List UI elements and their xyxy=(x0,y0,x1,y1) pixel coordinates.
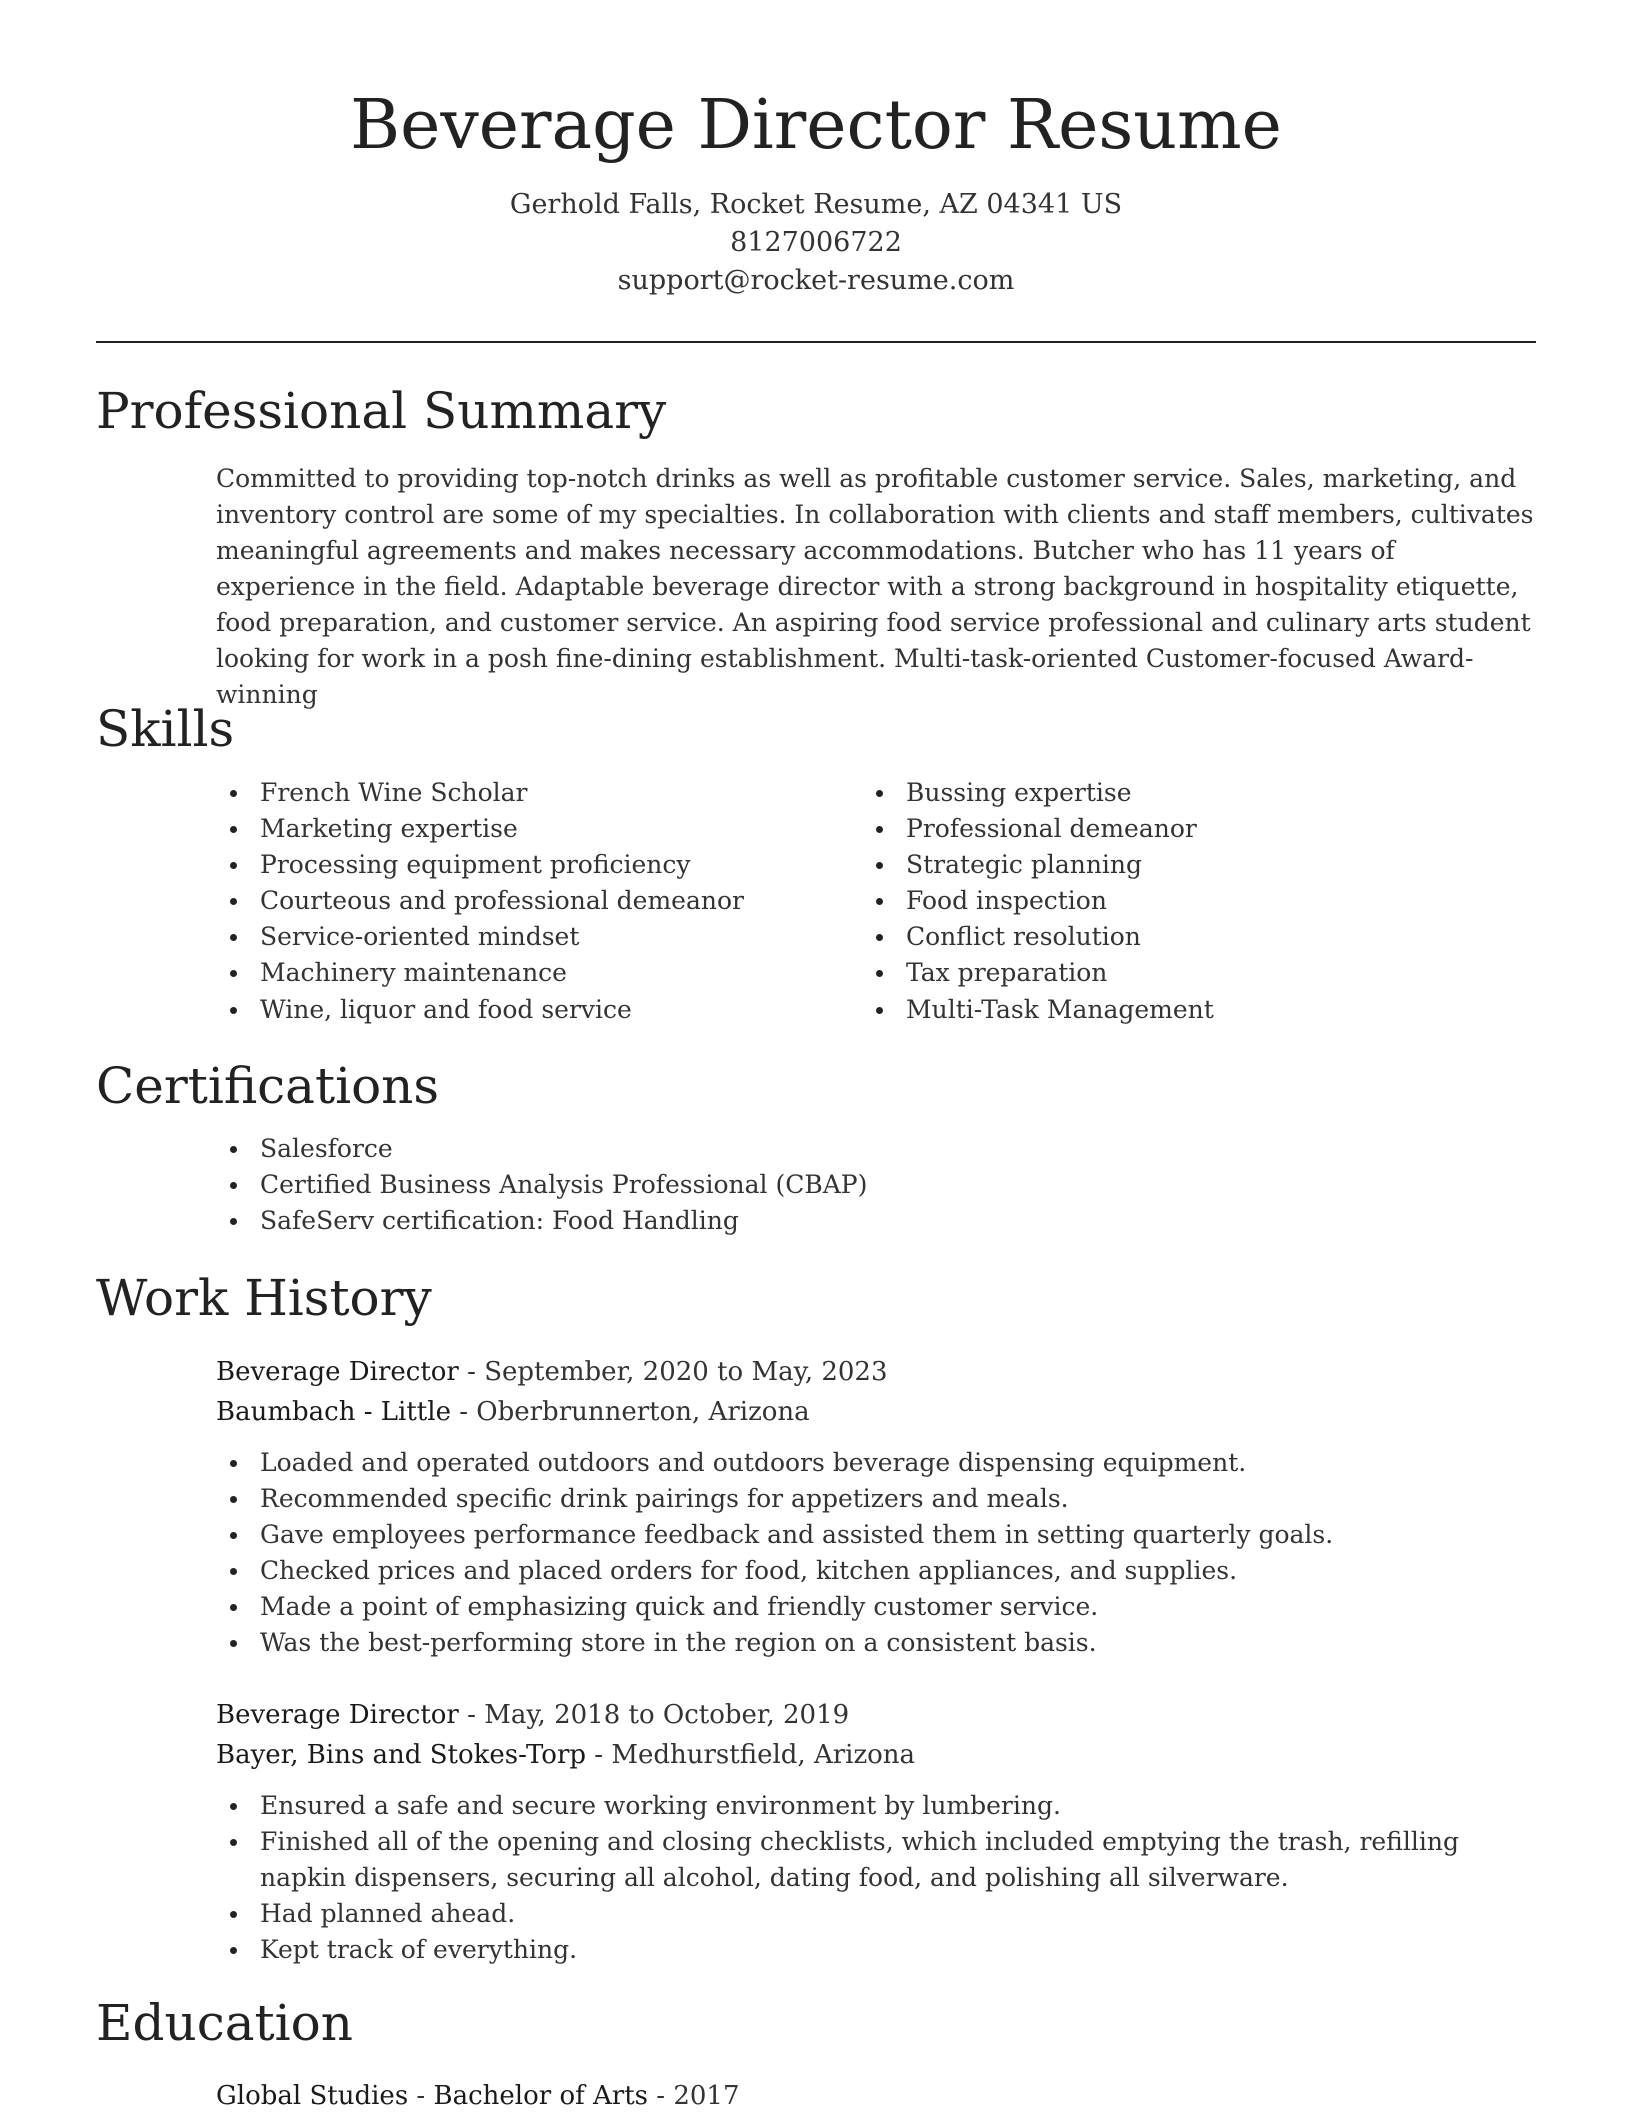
skills-heading: Skills xyxy=(96,700,235,758)
job-title: Beverage Director xyxy=(216,1700,459,1730)
job-company-line: Bayer, Bins and Stokes-Torp - Medhurstfield, Arizona xyxy=(216,1740,916,1770)
work-history-heading: Work History xyxy=(96,1269,432,1327)
job-bullet: Was the best-performing store in the region on a consistent basis. xyxy=(216,1625,1516,1661)
job-bullet: Checked prices and placed orders for food, kitchen appliances, and supplies. xyxy=(216,1553,1516,1589)
job-bullets xyxy=(216,1788,1516,1968)
job-location: Oberbrunnerton, Arizona xyxy=(476,1397,810,1427)
skill-item: French Wine Scholar xyxy=(216,775,836,811)
contact-email: support@rocket-resume.com xyxy=(617,265,1015,296)
job-bullets xyxy=(216,1445,1516,1662)
resume-title: Beverage Director Resume xyxy=(350,86,1282,165)
skill-item: Marketing expertise xyxy=(216,811,836,847)
job-bullet: Loaded and operated outdoors and outdoors beverage dispensing equipment. xyxy=(216,1445,1516,1481)
job-bullet: Gave employees performance feedback and assisted them in setting quarterly goals. xyxy=(216,1517,1516,1553)
skill-item: Wine, liquor and food service xyxy=(216,992,836,1028)
education-field: Global Studies xyxy=(216,2081,409,2111)
skill-item: Strategic planning xyxy=(862,847,1482,883)
job-bullet: Finished all of the opening and closing checklists, which included emptying the trash, refilling napkin dispensers, securing all alcohol, dating food, and polishing all silverware. xyxy=(216,1824,1516,1896)
summary-text: Committed to providing top-notch drinks as well as profitable customer service. Sales, marketing, and inventory control are some of my specialties. In collaboration with clients and staff members, cultivates meaningful agreements and makes necessary accommodations. Butcher who has 11 years of experience in the field. Adaptable beverage director with a strong background in hospitality etiquette, food preparation, and customer service. An aspiring food service professional and culinary arts student looking for work in a posh fine-dining establishment. Multi-task-oriented Customer-focused Award-winning xyxy=(216,464,1534,709)
skill-item: Tax preparation xyxy=(862,955,1482,991)
job-title-line: Beverage Director - September, 2020 to May, 2023 xyxy=(216,1357,888,1387)
job-company: Bayer, Bins and Stokes-Torp xyxy=(216,1740,587,1770)
skills-list-left xyxy=(216,775,836,1028)
contact-address: Gerhold Falls, Rocket Resume, AZ 04341 US xyxy=(509,189,1123,220)
job-bullet: Kept track of everything. xyxy=(216,1932,1516,1968)
skill-item: Bussing expertise xyxy=(862,775,1482,811)
certifications-list xyxy=(216,1131,1516,1239)
summary-heading: Professional Summary xyxy=(96,382,667,440)
skill-item: Conflict resolution xyxy=(862,919,1482,955)
job-bullet: Had planned ahead. xyxy=(216,1896,1516,1932)
skill-item: Food inspection xyxy=(862,883,1482,919)
job-dates: September, 2020 to May, 2023 xyxy=(484,1357,888,1387)
certification-item: Certified Business Analysis Professional (CBAP) xyxy=(216,1167,1516,1203)
skill-item: Processing equipment proficiency xyxy=(216,847,836,883)
job-title: Beverage Director xyxy=(216,1357,459,1387)
education-degree: Bachelor of Arts xyxy=(433,2081,648,2111)
education-year: 2017 xyxy=(673,2081,740,2111)
skill-item: Professional demeanor xyxy=(862,811,1482,847)
skill-item: Multi-Task Management xyxy=(862,992,1482,1028)
resume-header xyxy=(0,80,1632,300)
job-bullet: Recommended specific drink pairings for appetizers and meals. xyxy=(216,1481,1516,1517)
skill-item: Courteous and professional demeanor xyxy=(216,883,836,919)
job-dates: May, 2018 to October, 2019 xyxy=(484,1700,850,1730)
job-title-line: Beverage Director - May, 2018 to October, 2019 xyxy=(216,1700,850,1730)
header-divider xyxy=(96,341,1536,343)
job-company-line: Baumbach - Little - Oberbrunnerton, Arizona xyxy=(216,1397,810,1427)
skill-item: Machinery maintenance xyxy=(216,955,836,991)
job-bullet: Made a point of emphasizing quick and friendly customer service. xyxy=(216,1589,1516,1625)
job-location: Medhurstfield, Arizona xyxy=(611,1740,916,1770)
job-bullet: Ensured a safe and secure working environment by lumbering. xyxy=(216,1788,1516,1824)
certification-item: Salesforce xyxy=(216,1131,1516,1167)
certification-item: SafeServ certification: Food Handling xyxy=(216,1203,1516,1239)
skills-list-right xyxy=(862,775,1482,1028)
skill-item: Service-oriented mindset xyxy=(216,919,836,955)
job-company: Baumbach - Little xyxy=(216,1397,451,1427)
education-line: Global Studies - Bachelor of Arts - 2017 xyxy=(216,2081,740,2111)
education-heading: Education xyxy=(96,1994,353,2052)
contact-phone: 8127006722 xyxy=(730,227,902,258)
certifications-heading: Certifications xyxy=(96,1057,440,1115)
